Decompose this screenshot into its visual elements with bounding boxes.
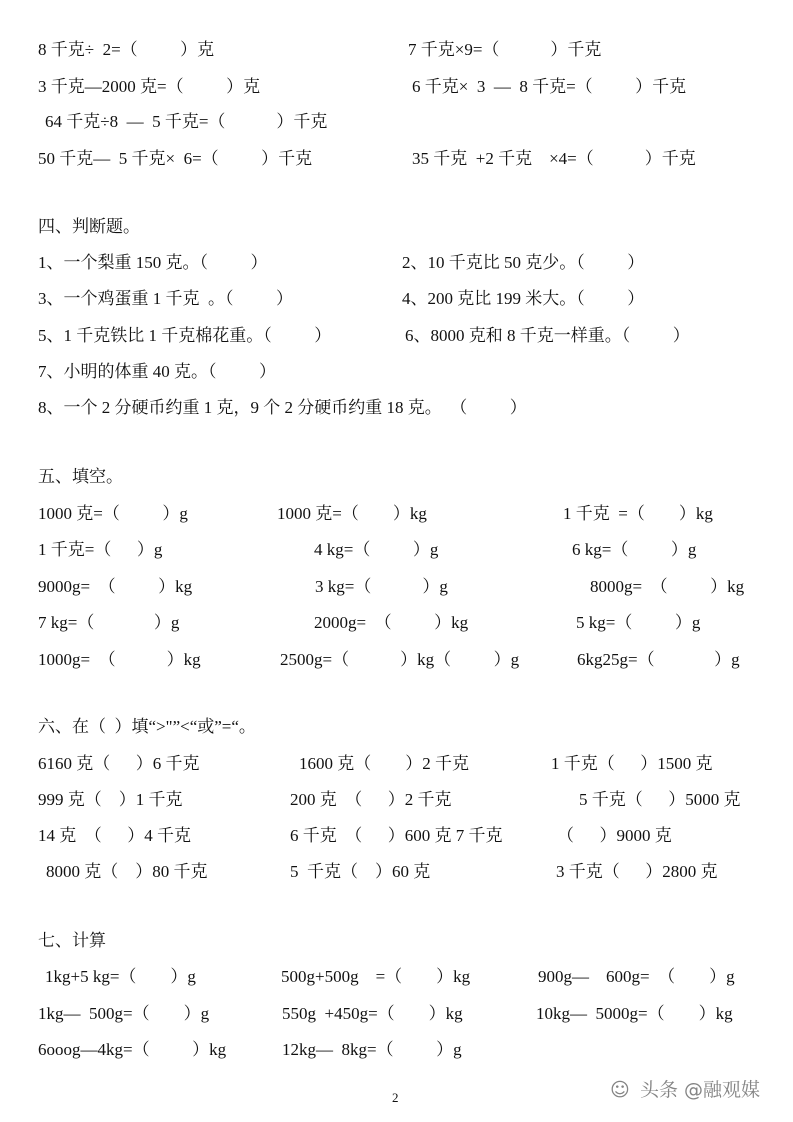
problem: 1 千克 =（ ）kg	[563, 504, 713, 523]
watermark: 头条 @融观媒	[640, 1079, 761, 1101]
problem: 35 千克 +2 千克 ×4=（ ）千克	[412, 149, 696, 168]
problem: 6kg25g=（ ）g	[577, 650, 740, 669]
problem: 14 克 （ ）4 千克	[38, 826, 191, 845]
problem: 3 千克（ ）2800 克	[556, 862, 718, 881]
problem: 6、8000 克和 8 千克一样重。（ ）	[405, 326, 690, 345]
problem: 4、200 克比 199 米大。（ ）	[402, 289, 645, 308]
problem: 200 克 （ ）2 千克	[290, 790, 452, 809]
problem: 4 kg=（ ）g	[314, 540, 439, 559]
problem: 1000 克=（ ）kg	[277, 504, 427, 523]
watermark-icon: ☺	[610, 1079, 630, 1101]
problem: 2500g=（ ）kg（ ）g	[280, 650, 520, 669]
problem: 5 千克（ ）5000 克	[579, 790, 741, 809]
section-heading: 四、判断题。	[38, 217, 140, 236]
problem: 8 千克÷ 2=（ ）克	[38, 40, 215, 59]
problem: 5、1 千克铁比 1 千克棉花重。（ ）	[38, 326, 332, 345]
problem: 999 克（ ）1 千克	[38, 790, 183, 809]
section-heading: 七、计算	[38, 931, 106, 950]
problem: 6 千克× 3 — 8 千克=（ ）千克	[412, 77, 687, 96]
problem: 1000g= （ ）kg	[38, 650, 201, 669]
problem: 50 千克— 5 千克× 6=（ ）千克	[38, 149, 313, 168]
problem: 1000 克=（ ）g	[38, 504, 188, 523]
section-heading: 五、填空。	[38, 467, 123, 486]
problem: 1600 克（ ）2 千克	[299, 754, 469, 773]
problem: 10kg— 5000g=（ ）kg	[536, 1004, 733, 1023]
problem: 12kg— 8kg=（ ）g	[282, 1040, 462, 1059]
problem: 6160 克（ ）6 千克	[38, 754, 200, 773]
problem: 8000g= （ ）kg	[590, 577, 745, 596]
page-number: 2	[392, 1090, 399, 1105]
problem: 550g +450g=（ ）kg	[282, 1004, 463, 1023]
problem: 7 kg=（ ）g	[38, 613, 180, 632]
problem: 7、小明的体重 40 克。（ ）	[38, 362, 276, 381]
problem: 6ooog—4kg=（ ）kg	[38, 1040, 227, 1059]
problem: 6 千克 （ ）600 克 7 千克	[290, 826, 503, 845]
problem: 1kg— 500g=（ ）g	[38, 1004, 210, 1023]
problem: 1 千克（ ）1500 克	[551, 754, 713, 773]
problem: 5 千克（ ）60 克	[290, 862, 431, 881]
problem: （ ）9000 克	[557, 826, 672, 845]
problem: 500g+500g =（ ）kg	[281, 967, 471, 986]
problem: 5 kg=（ ）g	[576, 613, 701, 632]
problem: 8、一个 2 分硬币约重 1 克，9 个 2 分硬币约重 18 克。 （ ）	[38, 398, 527, 417]
section-heading: 六、在（ ）填“>"”<“或”=“。	[38, 717, 256, 736]
problem: 64 千克÷8 — 5 千克=（ ）千克	[45, 112, 328, 131]
problem: 1、一个梨重 150 克。（ ）	[38, 253, 268, 272]
problem: 2、10 千克比 50 克少。（ ）	[402, 253, 645, 272]
problem: 6 kg=（ ）g	[572, 540, 697, 559]
problem: 3 kg=（ ）g	[315, 577, 448, 596]
problem: 900g— 600g= （ ）g	[538, 967, 735, 986]
problem: 8000 克（ ）80 千克	[46, 862, 208, 881]
problem: 9000g= （ ）kg	[38, 577, 193, 596]
problem: 1kg+5 kg=（ ）g	[45, 967, 196, 986]
problem: 7 千克×9=（ ）千克	[408, 40, 602, 59]
problem: 1 千克=（ ）g	[38, 540, 163, 559]
problem: 3 千克—2000 克=（ ）克	[38, 77, 261, 96]
problem: 3、一个鸡蛋重 1 千克 。（ ）	[38, 289, 293, 308]
problem: 2000g= （ ）kg	[314, 613, 469, 632]
